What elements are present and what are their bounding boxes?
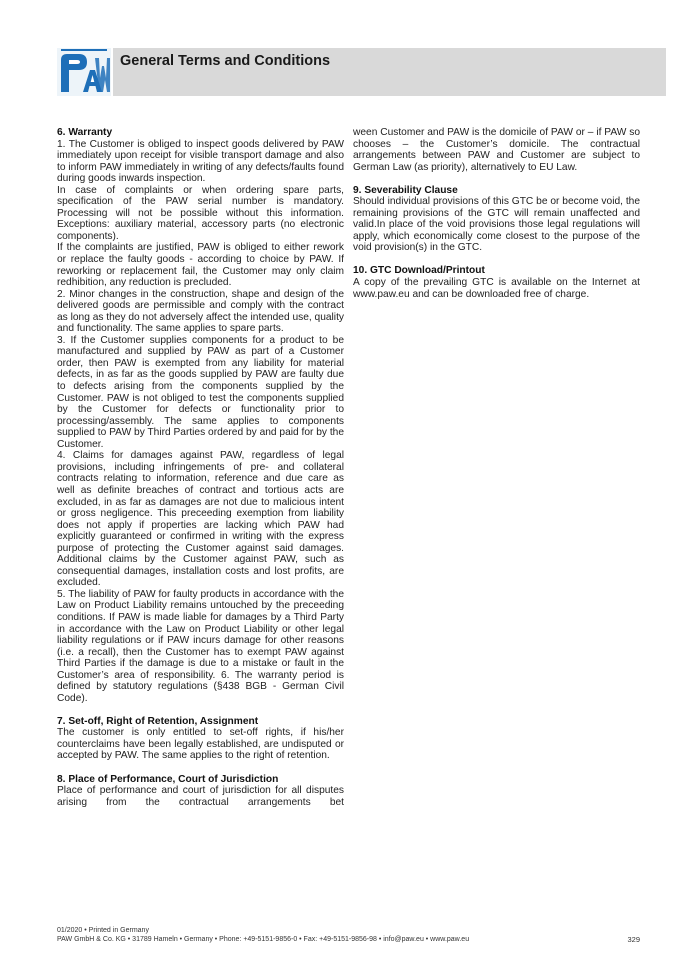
header-bar xyxy=(113,48,666,96)
footer xyxy=(57,926,640,944)
setoff-paragraph: The customer is only entitled to set-off rights, if his/her counterclaims have been legally established, are undisputed or accepted by PAW. The same applies to the right of retention. xyxy=(57,727,344,762)
paw-logo-icon xyxy=(57,48,111,96)
page-number: 329 xyxy=(627,935,640,944)
performance-paragraph-part-1: Place of performance and court of jurisdiction for all disputes arising from the contractual arrangements bet xyxy=(57,785,344,808)
section-heading-performance: 8. Place of Performance, Court of Jurisdiction xyxy=(57,773,279,785)
warranty-paragraph-4: 2. Minor changes in the construction, shape and design of the delivered goods are permissible and comply with the contract as long as they do not adversely affect the intended use, quality and functionality. The same applies to spare parts. xyxy=(57,288,344,335)
page-title: General Terms and Conditions xyxy=(120,53,331,69)
warranty-paragraph-6: 4. Claims for damages against PAW, regardless of legal provisions, including infringements of pre- and collateral contracts relating to information, reference and due care as well as definite breaches of contract and tortious acts are excluded, in as far as damages are not due to malicious intent or gross negligence. This preceeding exemption from liability does not apply if properties are lacking which PAW had explicitly guaranteed or confirmed in writing with the express purpose of protecting the Customer against said damages. Additional claims by the Customer against PAW, such as consequential damages, installation costs and lost profits, are excluded. xyxy=(57,450,344,589)
section-heading-warranty: 6. Warranty xyxy=(57,127,113,138)
footer-company-info: PAW GmbH & Co. KG • 31789 Hameln • Germany • Phone: +49-5151-9856-0 • Fax: +49-5151-9856-98 • info@paw.eu • www.paw.eu xyxy=(57,936,470,943)
section-heading-severability: 9. Severability Clause xyxy=(353,184,458,196)
warranty-paragraph-5: 3. If the Customer supplies components for a product to be manufactured and supplied by PAW as part of a Customer order, then PAW is exempted from any liability for material defects, in as far as the goods supplied by PAW are faulty due to defects arising from the components supplied by the Customer. PAW is not obliged to test the components supplied by the Customer for defects or functionality prior to processing/assembly. The same applies to components supplied to PAW by Third Parties ordered by and paid for by the Customer. xyxy=(57,334,344,450)
footer-print-info: 01/2020 • Printed in Germany xyxy=(57,927,149,934)
severability-paragraph: Should individual provisions of this GTC be or become void, the remaining provisions of the GTC will remain unaffected and valid.In place of the void provisions those legal regulations will apply, which economically come closest to the purpose of the void provision(s) in the GTC. xyxy=(353,196,640,254)
warranty-paragraph-3: If the complaints are justified, PAW is obliged to either rework or replace the faulty goods - according to choice by PAW. If reworking or replacement fail, the Customer may only claim redhibition, any reduction is precluded. xyxy=(57,242,344,289)
warranty-paragraph-2: In case of complaints or when ordering spare parts, specification of the PAW serial number is mandatory. Processing will not be possible without this information. Exceptions: auxiliary material, accessory parts (no electronic components). xyxy=(57,184,344,242)
performance-paragraph-part-2: ween Customer and PAW is the domicile of PAW or – if PAW so chooses – the Customer’s domicile. The contractual arrangements between PAW and Customer are subject to German Law (as priority), alternatively to EU Law. xyxy=(353,127,640,173)
right-column xyxy=(353,127,640,300)
gtc-paragraph: A copy of the prevailing GTC is available on the Internet at www.paw.eu and can be downloaded free of charge. xyxy=(353,277,640,300)
warranty-paragraph-7: 5. The liability of PAW for faulty products in accordance with the Law on Product Liability remains untouched by the preceeding conditions. If PAW is made liable for damages by a Third Party in accordance with the Law on Product Liability or other legal liability regulations or if PAW incurs damage for other reasons (i.e. a recall), then the Customer has to exempt PAW against Third Parties if the damage is due to a mistake or fault in the Customer’s area of responsibility. 6. The warranty period is defined by statutory regulations (§438 BGB - German Civil Code). xyxy=(57,588,344,704)
section-heading-setoff: 7. Set-off, Right of Retention, Assignment xyxy=(57,715,259,727)
paw-logo xyxy=(57,48,111,96)
section-heading-gtc: 10. GTC Download/Printout xyxy=(353,265,485,277)
left-column xyxy=(57,127,344,808)
warranty-paragraph-1: 1. The Customer is obliged to inspect goods delivered by PAW immediately upon receipt for visible transport damage and also to inform PAW immediately in writing of any defects/faults found during goods inwards inspection. xyxy=(57,138,344,185)
